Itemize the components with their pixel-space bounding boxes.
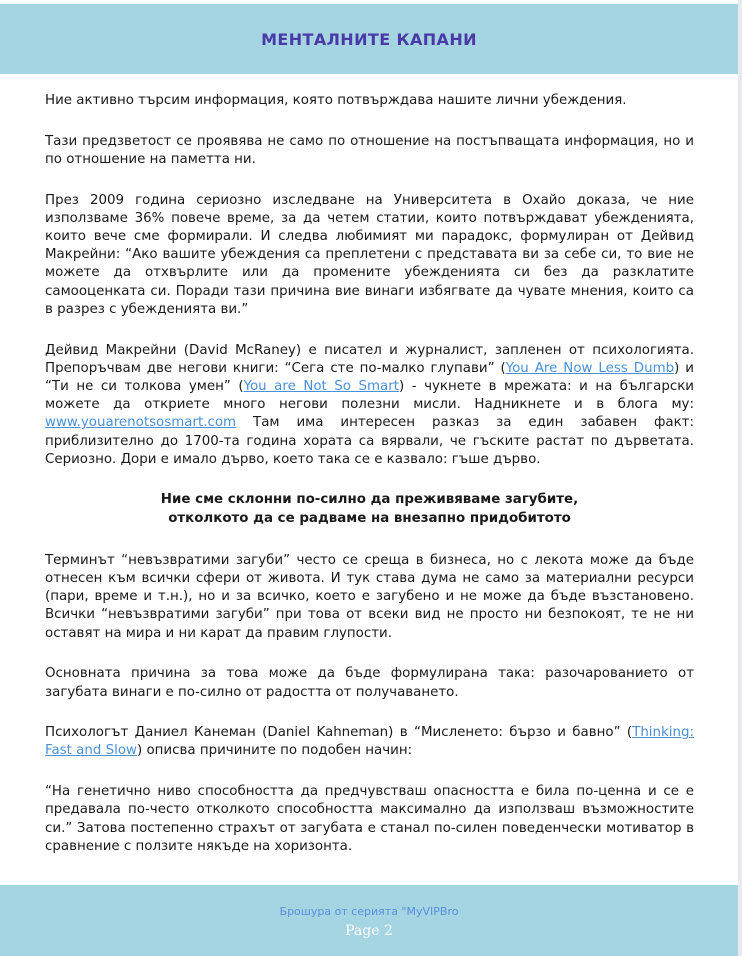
paragraph-4-text-2: ) и “Ти не си толкова умен” ( [45, 360, 694, 394]
page-edge [738, 0, 742, 956]
section-subheading [45, 491, 694, 527]
paragraph-5: Терминът “невъзвратими загуби” често се среща в бизнеса, но с лекота може да бъде отнесен към всички сфери от живота. И тук става дума не само за материални ресурси (пари, време и т.н.), но и за всичко, което е загубено и не може да бъде възстановено. Всички “невъзвратими загуби” при това от всеки вид не просто ни безпокоят, те не ни оставят на мира и ни карат да правим глупости. [45, 552, 694, 641]
paragraph-8: “На генетично ниво способността да предчувстваш опасността е била по-ценна и се е предавала по-често отколкото способността максимално да използваш възможностите си.” Затова постепенно страхът от загубата е станал по-силен поведенчески мотиватор в сравнение с ползите някъде на хоризонта. [45, 784, 694, 854]
header-band [0, 4, 738, 74]
link-blog[interactable]: www.youarenotsosmart.com [45, 415, 237, 431]
link-you-are-now-less-dumb[interactable]: You Are Now Less Dumb [505, 360, 675, 376]
paragraph-4-text-3: ) - чукнете в мрежата: и на български можете да откриете много негови полезни мисли. Надникнете и в блога му: [45, 378, 694, 413]
paragraph-7 [45, 724, 694, 760]
subheading-line-1: Ние сме склонни по-силно да преживяваме загубите, [160, 492, 579, 508]
page-number: Page 2 [345, 923, 393, 939]
subheading-line-2: отколкото да се радваме на внезапно придобитото [168, 510, 571, 526]
paragraph-2: Тази предзветост се проявява не само по отношение на постъпващата информация, но и по отношение на паметта ни. [45, 133, 694, 167]
paragraph-3: През 2009 година сериозно изследване на Университета в Охайо доказа, че ние използваме 36% повече време, за да четем статии, които потвърждават убежденията, които вече сме формирали. И следва любимият ми парадокс, формулиран от Дейвид Макрейни: “Ако вашите убеждения са преплетени с представата ви за себе си, то вие не можете да отхвърлите или да промените убежденията си без да разклатите самооценката си. Поради тази причина вие винаги избягвате да чувате мнения, които са в разрез с убежденията ви.” [45, 192, 694, 317]
footer-brochure-text: Брошура от серията "MyVIPBro [279, 905, 459, 918]
paragraph-7-text-1: Психологът Даниел Канеман (Daniel Kahneman) в “Мисленето: бързо и бавно” ( [45, 725, 633, 741]
paragraph-4 [45, 342, 694, 469]
page-title: МЕНТАЛНИТЕ КАПАНИ [261, 29, 477, 49]
paragraph-4-text-4: Там има интересен разказ за един забавен факт: приблизително до 1700-та година хората са вярвали, че гъските растат по дърветата. Сериозно. Дори е имало дърво, което така се е казвало: гъше дърво. [45, 415, 694, 467]
footer-band [0, 885, 738, 956]
paragraph-1: Ние активно търсим информация, която потвърждава нашите лични убеждения. [45, 93, 627, 108]
paragraph-4-text-1: Дейвид Макрейни (David McRaney) е писател и журналист, запленен от психологията. Препоръчвам две негови книги: “Сега сте по-малко глупави” ( [45, 342, 694, 376]
paragraph-6: Основната причина за това може да бъде формулирана така: разочарованието от загубата винаги е по-силно от радостта от получаването. [45, 666, 694, 700]
link-you-are-not-so-smart[interactable]: You are Not So Smart [243, 378, 400, 394]
main-content [45, 92, 694, 879]
link-thinking-fast-and-slow[interactable]: Thinking: Fast and Slow [45, 725, 694, 759]
paragraph-7-text-2: ) описва причините по подобен начин: [136, 743, 413, 759]
